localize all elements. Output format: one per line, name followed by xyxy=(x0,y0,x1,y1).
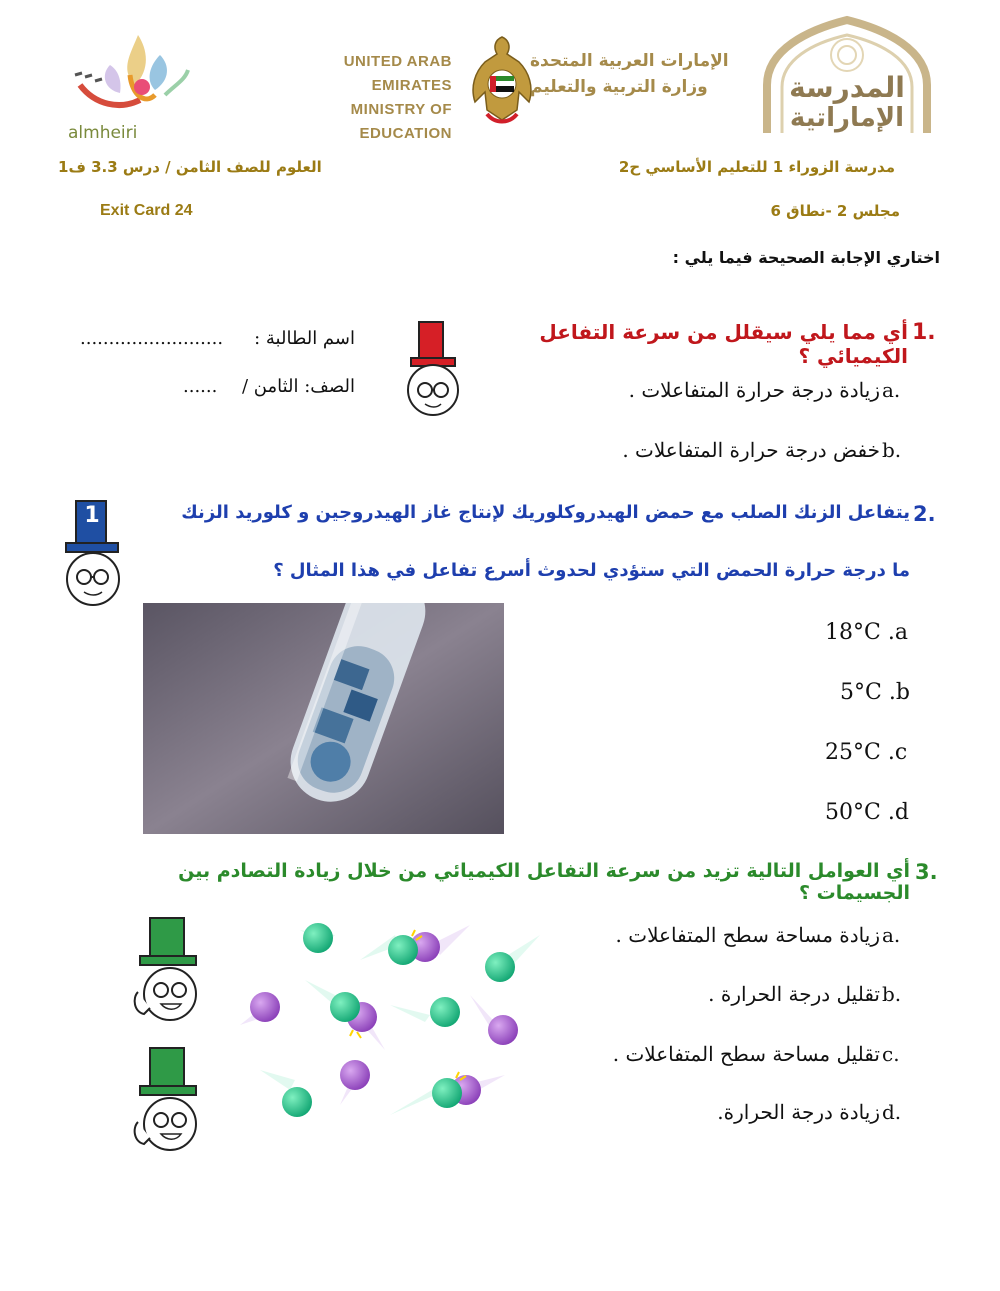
council-info: مجلس 2 -نطاق 6 xyxy=(770,202,900,220)
q2-option-b-text: 5°C xyxy=(840,680,882,705)
particles-icon xyxy=(240,910,560,1135)
q3-option-d-letter: d. xyxy=(882,1100,902,1124)
school-name: مدرسة الزوراء 1 للتعليم الأساسي ح2 xyxy=(618,158,895,176)
blue-hat-character xyxy=(60,495,128,610)
q3-option-a-text[interactable]: زيادة مساحة سطح المتفاعلات . xyxy=(615,923,880,947)
almheiri-logo xyxy=(60,25,190,145)
ministry-ar-line1: الإمارات العربية المتحدة xyxy=(530,51,729,71)
q3-option-d-text[interactable]: زيادة درجة الحرارة. xyxy=(717,1100,880,1124)
instruction-text: اختاري الإجابة الصحيحة فيما يلي : xyxy=(672,248,940,267)
q2-option-b-letter: .b xyxy=(888,680,910,705)
q2-option-a-letter: .a xyxy=(887,620,908,645)
falcon-emblem-icon xyxy=(465,32,540,127)
subject-info: العلوم للصف الثامن / درس 3.3 ف1 xyxy=(58,158,322,176)
q3-option-c-text[interactable]: تقليل مساحة سطح المتفاعلات . xyxy=(612,1042,880,1066)
q2-option-c[interactable] xyxy=(825,740,907,765)
q2-text-line2: ما درجة حرارة الحمض التي ستؤدي لحدوث أسرع تفاعل في هذا المثال ؟ xyxy=(273,560,910,581)
q2-option-c-letter: .c xyxy=(887,740,908,765)
q2-option-d-letter: .d xyxy=(887,800,909,825)
q2-option-a[interactable] xyxy=(825,620,908,645)
q2-option-d[interactable] xyxy=(825,800,909,825)
almheiri-logo-text: almheiri xyxy=(68,123,138,143)
school-logo-line1: المدرسة xyxy=(789,71,905,104)
ministry-name-english xyxy=(262,50,452,146)
q2-option-b[interactable] xyxy=(840,680,910,705)
green-hat-character-1 xyxy=(130,912,205,1027)
test-tube-icon xyxy=(143,603,504,834)
green-hat-face-icon xyxy=(130,1042,205,1157)
blue-hat-number: 1 xyxy=(84,503,100,528)
q3-text: أي العوامل التالية تزيد من سرعة التفاعل الكيميائي من خلال زيادة التصادم بين الجسيمات ؟ xyxy=(178,860,910,904)
almheiri-flower-icon xyxy=(60,25,190,125)
ministry-ar-line2: وزارة التربية والتعليم xyxy=(530,77,708,97)
q2-text: يتفاعل الزنك الصلب مع حمض الهيدروكلوريك لإنتاج غاز الهيدروجين و كلوريد الزنك xyxy=(181,502,910,523)
student-name-dots[interactable]: ......................... xyxy=(80,328,224,349)
ministry-en-line1: UNITED ARAB EMIRATES xyxy=(343,53,452,94)
q3-option-b-text[interactable]: تقليل درجة الحرارة . xyxy=(708,982,880,1006)
q1-option-b-text[interactable]: خفض درجة حرارة المتفاعلات . xyxy=(622,438,880,462)
q2-option-c-text: 25°C xyxy=(825,740,881,765)
q3-option-c-letter: c. xyxy=(882,1042,900,1066)
school-logo-line2: الإماراتية xyxy=(789,103,905,133)
q2-number: 2. xyxy=(913,502,936,526)
ministry-name-arabic xyxy=(530,48,730,100)
q2-option-d-text: 50°C xyxy=(825,800,881,825)
q3-number: 3. xyxy=(915,860,938,884)
green-hat-character-2 xyxy=(130,1042,205,1157)
red-hat-face-icon xyxy=(403,318,468,418)
red-hat-character xyxy=(403,318,468,418)
q1-text: أي مما يلي سيقلل من سرعة التفاعل الكيميائي ؟ xyxy=(539,320,908,368)
student-class-label: الصف: الثامن / xyxy=(241,376,355,397)
zinc-test-tube-photo xyxy=(143,603,504,834)
green-hat-face-icon xyxy=(130,912,205,1027)
q1-option-a-text[interactable]: زيادة درجة حرارة المتفاعلات . xyxy=(628,378,880,402)
q1-number: 1. xyxy=(912,320,936,345)
student-class-dots[interactable]: ...... xyxy=(183,376,218,397)
q3-option-a-letter: a. xyxy=(882,923,901,947)
ministry-en-line2: MINISTRY OF EDUCATION xyxy=(350,101,452,142)
emirati-school-logo xyxy=(752,15,942,135)
q2-option-a-text: 18°C xyxy=(825,620,881,645)
q1-option-b-letter: b. xyxy=(882,438,902,462)
q1-option-a-letter: a. xyxy=(882,378,901,402)
exit-card-label: Exit Card 24 xyxy=(100,202,193,219)
particle-collision-diagram xyxy=(240,910,560,1135)
student-name-label: اسم الطالبة : xyxy=(254,328,355,349)
uae-emblem xyxy=(465,32,540,127)
q3-option-b-letter: b. xyxy=(882,982,902,1006)
